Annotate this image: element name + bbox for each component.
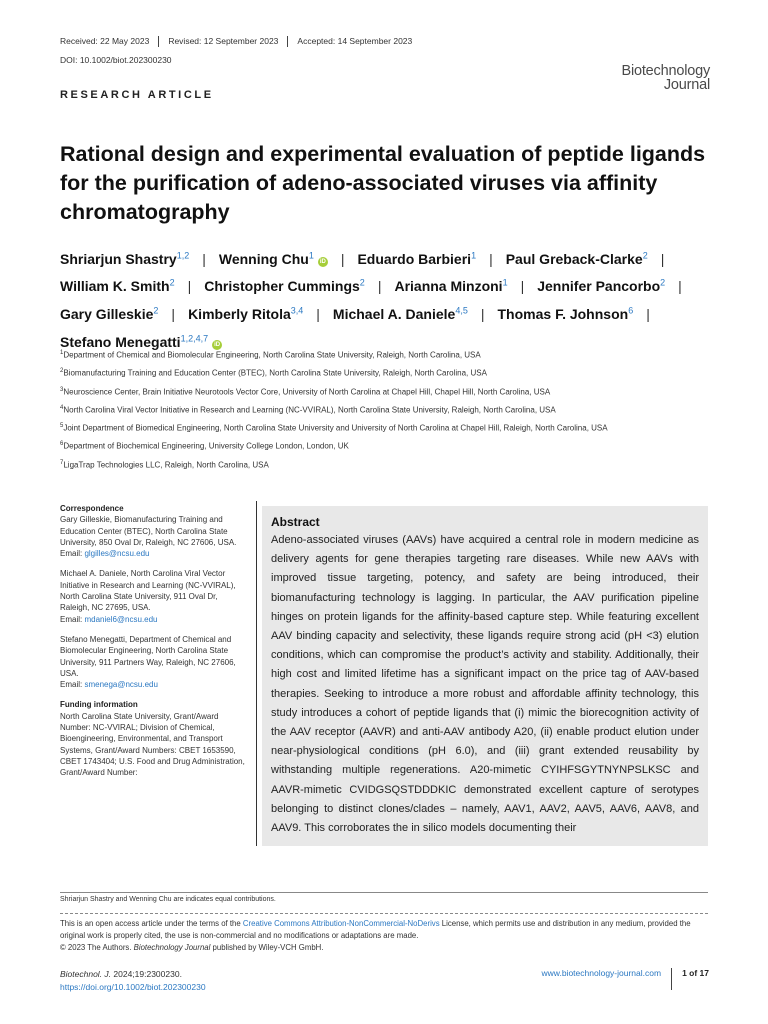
affiliation-item: $^2$Biomanufacturing Training and Education Center (BTEC), North Carolina State University, Raleigh, North Carolina, USA: [60, 368, 487, 378]
revised-date: Revised: 12 September 2023: [158, 36, 287, 47]
correspondence-entry: Gary Gilleskie, Biomanufacturing Training and Education Center (BTEC), North Carolina State University, 850 Oval Dr, Raleigh, NC 27606, USA. Email: glgilles@ncsu.edu: [60, 515, 237, 559]
doi-link[interactable]: https://doi.org/10.1002/biot.202300230: [60, 982, 206, 992]
citation-footer: Biotechnol. J. 2024;19:2300230. https://doi.org/10.1002/biot.202300230: [60, 969, 206, 992]
email-link[interactable]: mdaniel6@ncsu.edu: [84, 614, 158, 624]
author-list: Shriarjun Shastry$^{1,2}$ | Wenning Chu$^1$iD | Eduardo Barbieri$^1$ | Paul Greback-Clarke$^2$ | William K. Smith$^2$ | Christopher Cummings$^2$ | Arianna Minzoni$^1$ | Jennifer Pancorbo$^2$ | Gary Gilleskie$^2$ | Kimberly Ritola$^{3,4}$ | Michael A. Daniele$^{4,5}$ | Thomas F. Johnson$^6$ | Stefano Menegatti$^{1,2,4,7}$iD: [60, 250, 682, 350]
author[interactable]: Kimberly Ritola$^{3,4}$: [188, 305, 304, 322]
correspondence-entry: Stefano Menegatti, Department of Chemical and Biomolecular Engineering, North Carolina State University, 911 Partners Way, Raleigh, NC 27606, USA. Email: smenega@ncsu.edu: [60, 634, 236, 690]
accepted-date: Accepted: 14 September 2023: [287, 36, 421, 47]
affiliation-item: $^1$Department of Chemical and Biomolecular Engineering, North Carolina State University, Raleigh, North Carolina, USA: [60, 350, 481, 360]
funding-text: North Carolina State University, Grant/Award Number: NC-VVIRAL; Division of Chemical, Bioengineering, Environmental, and Transport Systems, Grant/Award Numbers: CBET 1653590, CBET 1743404; U.S. Food and Drug Administration, Grant/Award Number:: [60, 711, 245, 778]
orcid-icon[interactable]: iD: [319, 258, 326, 265]
received-date: Received: 22 May 2023: [60, 36, 150, 46]
author[interactable]: Thomas F. Johnson$^6$: [497, 305, 634, 322]
correspondence-heading: Correspondence: [60, 504, 124, 513]
page-number: 1 of 17: [682, 968, 709, 978]
column-divider: [256, 501, 257, 846]
article-dates: [60, 36, 421, 47]
author[interactable]: Arianna Minzoni$^1$: [394, 277, 508, 295]
footer-divider: [671, 968, 672, 990]
license-link[interactable]: Creative Commons Attribution-NonCommercial-NoDerivs: [242, 919, 440, 928]
license-notice: This is an open access article under the terms of the Creative Commons Attribution-NonCommercial-NoDerivs License, which permits use and distribution in any medium, provided the original work is properly cited, the use is non-commercial and no modifications or adaptations are made. © 2023 The Authors. Biotechnology Journal published by Wiley-VCH GmbH.: [60, 913, 708, 954]
author[interactable]: Christopher Cummings$^2$: [204, 277, 365, 295]
correspondence-sidebar: [60, 503, 245, 788]
author[interactable]: Jennifer Pancorbo$^2$: [537, 277, 666, 295]
author[interactable]: Eduardo Barbieri$^1$: [357, 250, 477, 267]
affiliation-item: $^7$LigaTrap Technologies LLC, Raleigh, North Carolina, USA: [60, 459, 269, 470]
equal-contribution-note: Shriarjun Shastry and Wenning Chu are indicates equal contributions.: [60, 892, 708, 903]
affiliations: [60, 350, 730, 478]
author[interactable]: William K. Smith$^2$: [60, 277, 175, 295]
orcid-icon[interactable]: iD: [214, 341, 221, 348]
abstract-heading: Abstract: [271, 515, 320, 529]
abstract-box: [262, 506, 708, 846]
author[interactable]: Gary Gilleskie$^2$: [60, 305, 159, 322]
journal-logo-line2: Journal: [663, 77, 710, 93]
correspondence-entry: Michael A. Daniele, North Carolina Viral Vector Initiative in Research and Learning (NC-VVIRAL), North Carolina State University, 911 Oval Dr, Raleigh, NC 27695, USA. Email: mdaniel6@ncsu.edu: [60, 569, 236, 624]
doi-header: DOI: 10.1002/biot.202300230: [60, 55, 172, 65]
author[interactable]: Paul Greback-Clarke$^2$: [505, 250, 648, 267]
affiliation-item: $^4$North Carolina Viral Vector Initiative in Research and Learning (NC-VVIRAL), North Carolina State University, Raleigh, North Carolina, USA: [60, 404, 556, 415]
funding-heading: Funding information: [60, 700, 138, 710]
article-type: RESEARCH ARTICLE: [60, 89, 214, 101]
affiliation-item: $^6$Department of Biochemical Engineering, University College London, London, UK: [60, 441, 349, 452]
author[interactable]: Stefano Menegatti$^{1,2,4,7}$iD: [60, 332, 221, 350]
affiliation-item: $^5$Joint Department of Biomedical Engineering, North Carolina State University and University of North Carolina at Chapel Hill, Raleigh, North Carolina, USA: [60, 423, 608, 433]
abstract-text: Adeno-associated viruses (AAVs) have acquired a central role in modern medicine as delivery agents for gene therapies targeting rare diseases. While new AAVs with improved tissue targeting, potency, and safety are being introduced, their biomanufacturing technology is lagging. In particular, the AAV purification pipeline hinges on protein ligands for the affinity-based capture step. While featuring excellent AAV binding capacity and selectivity, these ligands require strong acid (pH <3) elution conditions, which can compromise the product’s activity and stability. Additionally, their high cost and limited lifetime has a significant impact on the price tag of AAV-based therapies. Seeking to introduce a more robust and affordable affinity technology, this study introduces a cohort of peptide ligands that (i) mimic the biorecognition activity of the AAV receptor (AAVR) and anti-AAV antibody A20, (ii) enable product elution under near-physiological conditions (pH 6.0), and (iii) grant extended reusability by withstanding multiple regenerations. A20-mimetic CYIHFSGYTNYNPSLKSC and AAVR-mimetic CVIDGSQSTDDDKIC demonstrated excellent capture of serotypes belonging to distinct clones/clades – namely, AAV1, AAV2, AAV5, AAV6, AAV8, and AAV9. This corroborates the in silico models documenting their: [271, 534, 699, 835]
author[interactable]: Wenning Chu$^1$iD: [218, 250, 326, 267]
journal-logo: [622, 64, 711, 92]
affiliation-item: $^3$Neuroscience Center, Brain Initiative Neurotools Vector Core, University of North Carolina at Chapel Hill, Chapel Hill, North Carolina, USA: [60, 386, 551, 397]
author[interactable]: Michael A. Daniele$^{4,5}$: [332, 305, 468, 322]
page-footer: [542, 968, 709, 990]
author[interactable]: Shriarjun Shastry$^{1,2}$: [60, 250, 190, 267]
citation-journal: Biotechnol. J.: [60, 969, 112, 979]
article-title: Rational design and experimental evaluation of peptide ligands for the purification of adeno-associated viruses via affinity chromatography: [60, 142, 706, 224]
journal-logo-line1: Biotechnology: [621, 63, 710, 79]
journal-website-link[interactable]: www.biotechnology-journal.com: [541, 968, 662, 978]
email-link[interactable]: glgilles@ncsu.edu: [84, 549, 150, 559]
email-link[interactable]: smenega@ncsu.edu: [84, 680, 158, 690]
